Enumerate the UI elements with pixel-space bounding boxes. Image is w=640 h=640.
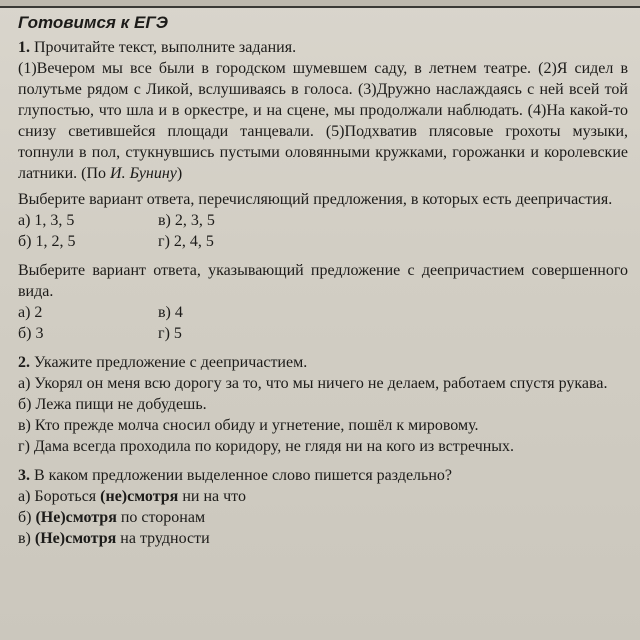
- answer-option: [18, 486, 628, 507]
- task-1-instruction-text: Прочитайте текст, выполните задания.: [34, 39, 297, 56]
- answer-option: б) Лежа пищи не добудешь.: [18, 396, 207, 413]
- task-1-instruction: [18, 37, 628, 58]
- option-prefix: а) Бороться: [18, 488, 101, 505]
- answer-option: [18, 528, 628, 549]
- task-1-question-1-options: [18, 210, 628, 252]
- answer-option: г) 5: [158, 325, 182, 342]
- highlighted-word: (Не)смотря: [34, 530, 117, 547]
- highlighted-word: (Не)смотря: [35, 509, 117, 526]
- option-prefix: б): [18, 509, 36, 526]
- answer-option: а) 1, 3, 5: [18, 212, 75, 229]
- answer-option: а) 2: [18, 304, 43, 321]
- answer-option: в) Кто прежде молча сносил обиду и угнетение, пошёл к мировому.: [18, 417, 479, 434]
- task-1-author: И. Бунину: [110, 165, 177, 182]
- task-1: [18, 37, 628, 344]
- task-1-question-2-options: [18, 302, 628, 344]
- task-1-question-2: Выберите вариант ответа, указывающий предложение с деепричастием совершенного вида.: [18, 262, 628, 300]
- task-3-instruction-text: В каком предложении выделенное слово пишется раздельно?: [34, 467, 452, 484]
- task-3-instruction: [18, 465, 628, 486]
- answer-option: г) 2, 4, 5: [158, 233, 214, 250]
- answer-option: [18, 507, 628, 528]
- highlighted-word: (не)смотря: [100, 488, 179, 505]
- answer-option: а) Укорял он меня всю дорогу за то, что мы ничего не делаем, работаем спустя рукава.: [18, 375, 608, 392]
- task-3: [18, 465, 628, 549]
- task-1-question-1: Выберите вариант ответа, перечисляющий предложения, в которых есть деепричастия.: [18, 191, 613, 208]
- task-2-instruction-text: Укажите предложение с деепричастием.: [34, 354, 308, 371]
- option-prefix: в): [18, 530, 35, 547]
- task-3-number: 3.: [18, 467, 30, 484]
- answer-option: б) 1, 2, 5: [18, 233, 76, 250]
- option-suffix: ни на что: [178, 488, 246, 505]
- task-1-text-body: (1)Вечером мы все были в городском шумевшем саду, в летнем театре. (2)Я сидел в полутьме рядом с Ликой, вслушиваясь в голоса. (3)Дружно наслаждаясь с ней всей той глупостью, что шла и в оркестре, и на сцене, мы продолжали наблюдать. (4)На какой-то снизу светившейся площади танцевали. (5)Подхватив плясовые грохоты музыки, топнули в пол, стукнувшись пустыми оловянными кружками, горожанки и королевские латники. (По: [18, 60, 628, 182]
- task-2: [18, 352, 628, 457]
- task-2-instruction: [18, 352, 628, 373]
- header-rule: [0, 6, 640, 8]
- task-1-text-end: ): [176, 165, 183, 182]
- page-content: [18, 12, 628, 549]
- task-1-number: 1.: [18, 39, 30, 56]
- answer-option: в) 4: [158, 304, 183, 321]
- option-suffix: на трудности: [116, 530, 210, 547]
- answer-option: в) 2, 3, 5: [158, 212, 215, 229]
- section-title: Готовимся к ЕГЭ: [18, 13, 168, 32]
- answer-option: б) 3: [18, 325, 44, 342]
- option-suffix: по сторонам: [116, 509, 206, 526]
- task-1-text: [18, 58, 628, 184]
- task-2-number: 2.: [18, 354, 30, 371]
- answer-option: г) Дама всегда проходила по коридору, не глядя ни на кого из встречных.: [18, 438, 515, 455]
